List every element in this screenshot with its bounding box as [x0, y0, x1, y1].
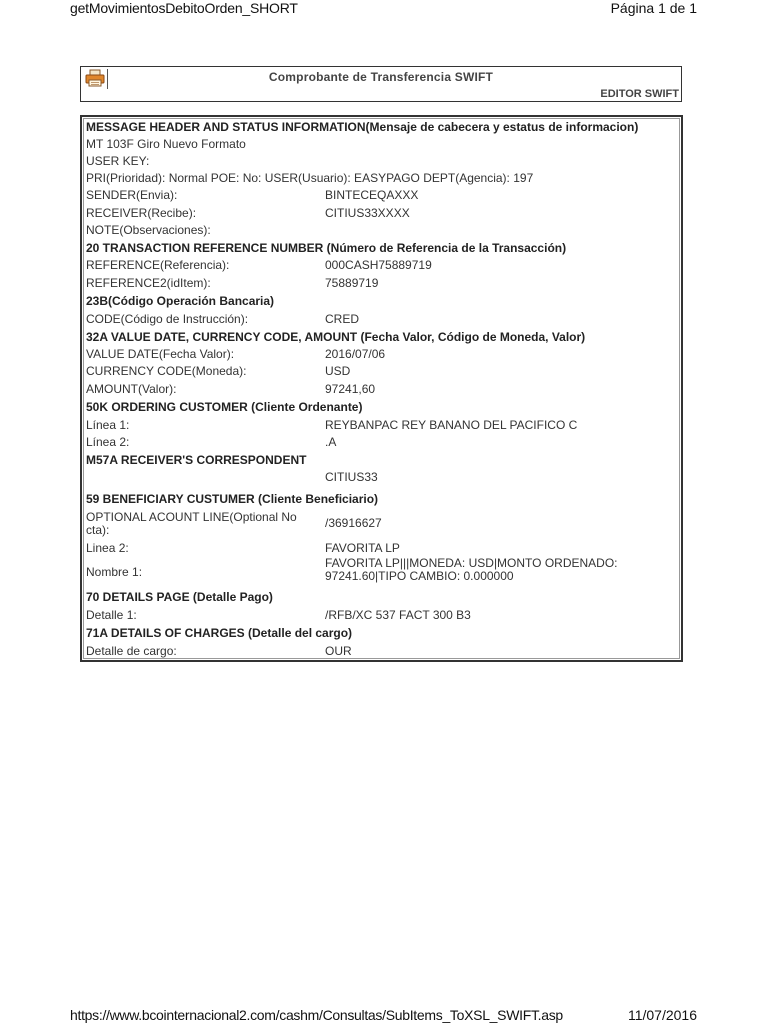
sender-label: SENDER(Envia):	[86, 188, 178, 202]
amount-value: 97241,60	[325, 382, 376, 396]
code-value: CRED	[325, 312, 360, 326]
mt-line: MT 103F Giro Nuevo Formato	[86, 137, 246, 151]
ordering-line2-value: .A	[325, 435, 337, 449]
ordering-line1-label: Línea 1:	[86, 418, 130, 432]
code-label: CODE(Código de Instrucción):	[86, 312, 249, 326]
swift-message-box	[80, 115, 683, 662]
detail1-label: Detalle 1:	[86, 608, 137, 622]
section-message-header: MESSAGE HEADER AND STATUS INFORMATION(Mensaje de cabecera y estatus de informacion)	[86, 120, 639, 134]
title-bar	[80, 66, 682, 102]
charges-label: Detalle de cargo:	[86, 644, 177, 658]
section-23b: 23B(Código Operación Bancaria)	[86, 294, 275, 308]
name1-value: FAVORITA LP|||MONEDA: USD|MONTO ORDENADO: 97241.60|TIPO CAMBIO: 0.000000	[325, 556, 618, 583]
note-label: NOTE(Observaciones):	[86, 223, 211, 237]
detail1-value: /RFB/XC 537 FACT 300 B3	[325, 608, 471, 622]
print-header-page-label: Página 1 de 1	[610, 0, 697, 16]
value-date-label: VALUE DATE(Fecha Valor):	[86, 347, 235, 361]
receiver-label: RECEIVER(Recibe):	[86, 206, 197, 220]
section-71a: 71A DETAILS OF CHARGES (Detalle del cargo)	[86, 626, 353, 640]
beneficiary-line2-value: FAVORITA LP	[325, 541, 400, 555]
section-20: 20 TRANSACTION REFERENCE NUMBER (Número de Referencia de la Transacción)	[86, 241, 567, 255]
name1-label: Nombre 1:	[86, 565, 143, 579]
charges-value: OUR	[325, 644, 352, 658]
section-50k: 50K ORDERING CUSTOMER (Cliente Ordenante)	[86, 400, 363, 414]
currency-value: USD	[325, 364, 351, 378]
reference2-label: REFERENCE2(idItem):	[86, 276, 211, 290]
ordering-line2-label: Línea 2:	[86, 435, 130, 449]
currency-label: CURRENCY CODE(Moneda):	[86, 364, 247, 378]
amount-label: AMOUNT(Valor):	[86, 382, 177, 396]
section-59: 59 BENEFICIARY CUSTUMER (Cliente Beneficiario)	[86, 492, 379, 506]
sender-value: BINTECEQAXXX	[325, 188, 419, 202]
section-32a: 32A VALUE DATE, CURRENCY CODE, AMOUNT (Fecha Valor, Código de Moneda, Valor)	[86, 330, 586, 344]
ordering-line1-value: REYBANPAC REY BANANO DEL PACIFICO C	[325, 418, 578, 432]
user-key: USER KEY:	[86, 154, 150, 168]
print-footer-date: 11/07/2016	[627, 1007, 697, 1023]
optional-account-value: /36916627	[325, 516, 382, 530]
value-date-value: 2016/07/06	[325, 347, 386, 361]
section-57a: M57A RECEIVER'S CORRESPONDENT	[86, 453, 307, 467]
document-title: Comprobante de Transferencia SWIFT	[268, 70, 494, 84]
reference-label: REFERENCE(Referencia):	[86, 258, 230, 272]
print-header-doc-name: getMovimientosDebitoOrden_SHORT	[70, 0, 298, 16]
print-footer-url: https://www.bcointernacional2.com/cashm/Consultas/SubItems_ToXSL_SWIFT.asp	[70, 1007, 563, 1023]
reference2-value: 75889719	[325, 276, 379, 290]
editor-label: EDITOR SWIFT	[600, 88, 679, 100]
section-70: 70 DETAILS PAGE (Detalle Pago)	[86, 590, 273, 604]
priority-line: PRI(Prioridad): Normal POE: No: USER(Usuario): EASYPAGO DEPT(Agencia): 197	[86, 171, 534, 185]
receiver-value: CITIUS33XXXX	[325, 206, 410, 220]
optional-account-label: OPTIONAL ACOUNT LINE(Optional No cta):	[86, 510, 297, 537]
reference-value: 000CASH75889719	[325, 258, 432, 272]
correspondent-value: CITIUS33	[325, 470, 378, 484]
beneficiary-line2-label: Linea 2:	[86, 541, 129, 555]
